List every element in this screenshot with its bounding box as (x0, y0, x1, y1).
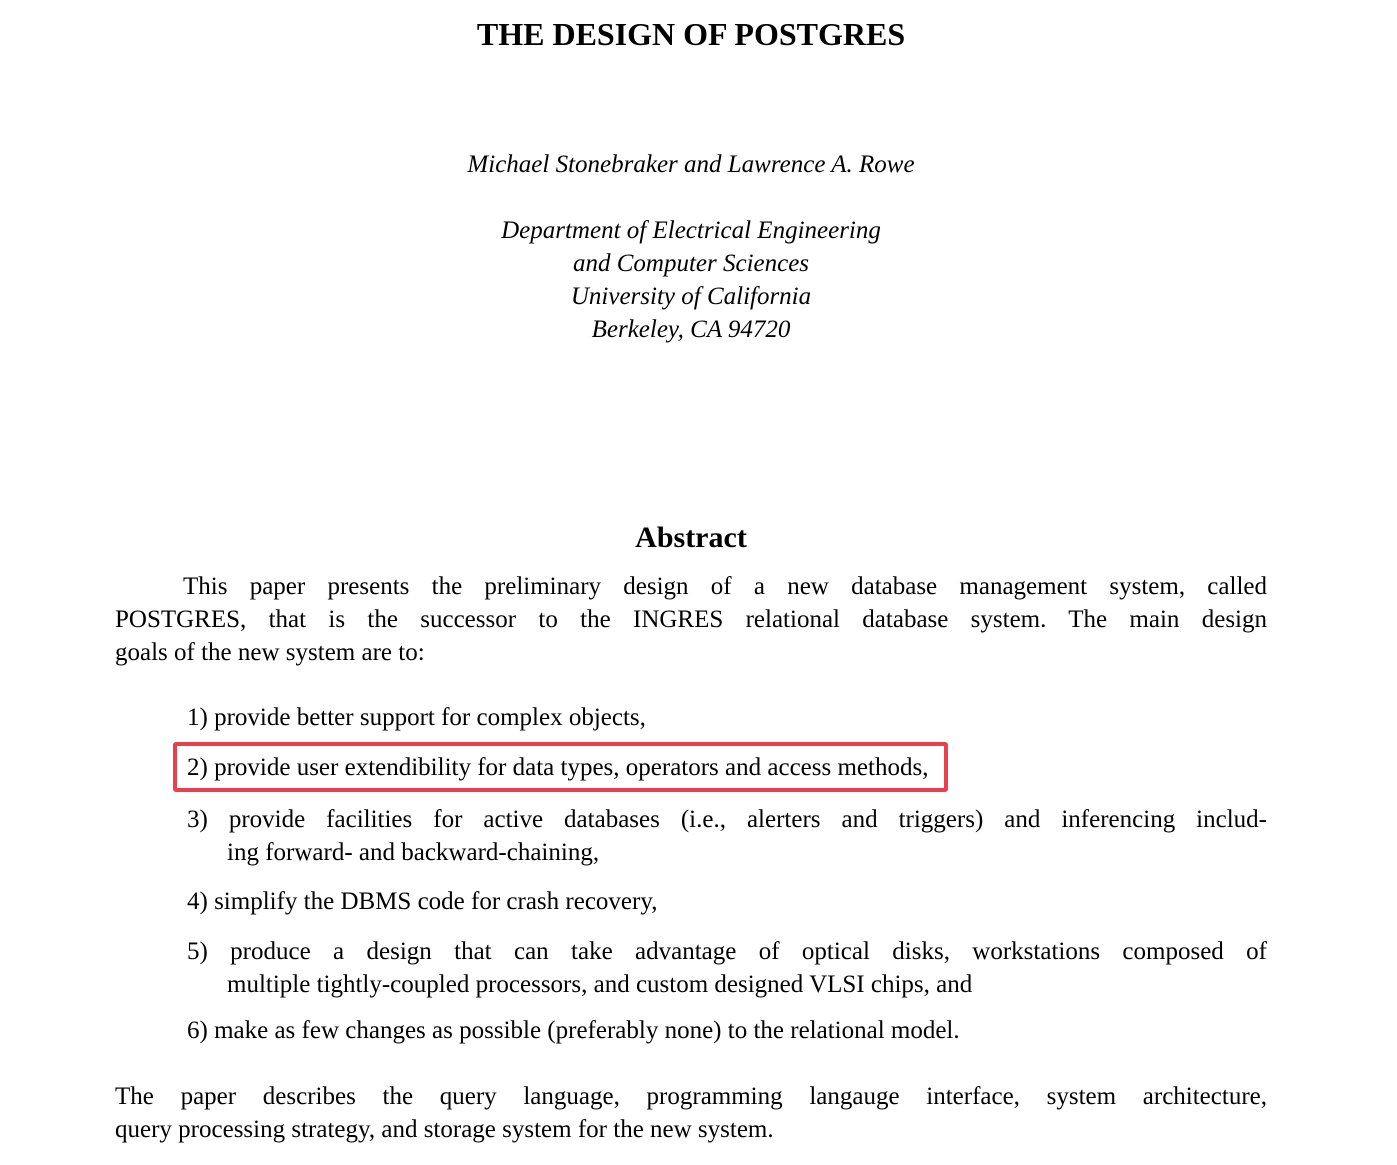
highlight-box (173, 742, 948, 792)
affiliation-line: Berkeley, CA 94720 (591, 316, 791, 343)
goal-item-5 (187, 935, 1267, 1001)
goal-line: 4) simplify the DBMS code for crash recovery, (187, 888, 658, 915)
goal-item-2: 2) provide user extendibility for data types, operators and access methods, (187, 754, 929, 781)
paragraph-line: The paper describes the query language, programming langauge interface, system architecture, (115, 1083, 1267, 1110)
goal-item-1 (187, 701, 1267, 734)
abstract-intro-paragraph (115, 570, 1267, 669)
paragraph-line: POSTGRES, that is the successor to the INGRES relational database system. The main design (115, 606, 1267, 633)
abstract-heading: Abstract (635, 521, 747, 554)
goal-line: 1) provide better support for complex objects, (187, 704, 646, 731)
affiliation-block (115, 214, 1267, 346)
goal-item-6 (187, 1014, 1267, 1047)
goal-line: 3) provide facilities for active databases (i.e., alerters and triggers) and inferencing includ- (187, 806, 1267, 833)
goal-item-3 (187, 803, 1267, 869)
affiliation-line: University of California (570, 283, 812, 310)
closing-paragraph (115, 1080, 1267, 1146)
goal-line: 6) make as few changes as possible (preferably none) to the relational model. (187, 1017, 960, 1044)
authors-line: Michael Stonebraker and Lawrence A. Rowe (467, 151, 915, 178)
paper-title: THE DESIGN OF POSTGRES (476, 16, 906, 52)
affiliation-line: Department of Electrical Engineering (501, 217, 881, 244)
goal-line: ing forward- and backward-chaining, (227, 839, 600, 866)
goal-line: 5) produce a design that can take advantage of optical disks, workstations composed of (187, 938, 1267, 965)
paragraph-line: query processing strategy, and storage system for the new system. (115, 1116, 774, 1143)
affiliation-line: and Computer Sciences (572, 250, 810, 277)
paper-content (115, 0, 1267, 1146)
goal-line: multiple tightly-coupled processors, and custom designed VLSI chips, and (227, 971, 973, 998)
paragraph-line: goals of the new system are to: (115, 639, 425, 666)
paragraph-line: This paper presents the preliminary design of a new database management system, called (183, 573, 1267, 600)
goal-item-4 (187, 885, 1267, 918)
